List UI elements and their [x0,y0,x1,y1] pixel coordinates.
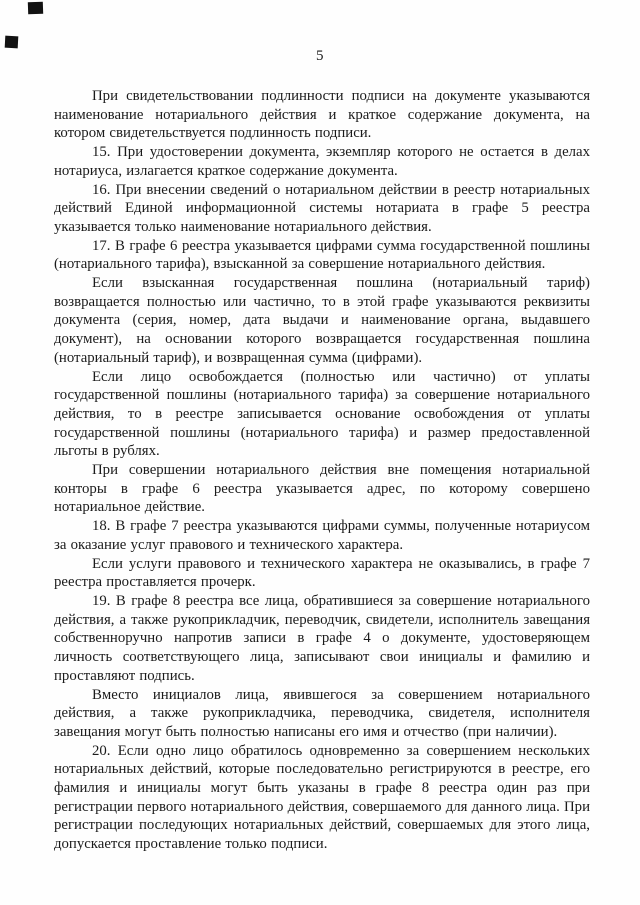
paragraph: Если лицо освобождается (полностью или частично) от уплаты государственной пошлины (нотариального тарифа) за совершение нотариального действия, то в реестре записывается основание освобождения от уплаты государственной пошлины (нотариального тарифа) и размер предоставленной льготы в рублях. [54,368,590,460]
paragraph: Если взысканная государственная пошлина (нотариальный тариф) возвращается полностью или частично, то в этой графе указываются реквизиты документа (серия, номер, дата выдачи и наименование органа, выдавшего документ), на основании которого возвращается государственная пошлина (нотариальный тариф), и возвращенная сумма (цифрами). [54,275,590,366]
paragraph: Если услуги правового и технического характера не оказывались, в графе 7 реестра проставляется прочерк. [54,555,590,591]
document-body [54,87,590,854]
paragraph: При совершении нотариального действия вне помещения нотариальной конторы в графе 6 реестра указывается адрес, по которому совершено нотариальное действие. [54,462,590,516]
page-number: 5 [316,48,324,64]
scan-artifact-mark-left [5,36,19,49]
paragraph: 17. В графе 6 реестра указывается цифрами сумма государственной пошлины (нотариального тарифа), взысканной за совершение нотариального действия. [54,237,590,273]
paragraph: 16. При внесении сведений о нотариальном действии в реестр нотариальных действий Единой информационной системы нотариата в графе 5 реестра указывается только наименование нотариального действия. [54,181,590,235]
scan-artifact-mark-top [28,2,43,15]
paragraph: 15. При удостоверении документа, экземпляр которого не остается в делах нотариуса, излагается краткое содержание документа. [54,144,590,179]
paragraph: 20. Если одно лицо обратилось одновременно за совершением нескольких нотариальных действий, которые последовательно регистрируются в реестре, его фамилия и инициалы могут быть указаны в графе 8 реестра один раз при регистрации первого нотариального действия, совершаемого для данного лица. При регистрации последующих нотариальных действий, совершаемых для этого лица, допускается проставление только подписи. [54,742,590,853]
paragraph: 19. В графе 8 реестра все лица, обратившиеся за совершение нотариального действия, а также рукоприкладчик, переводчик, свидетели, исполнитель завещания собственноручно напротив записи в графе 4 о документе, удостоверяющем личность соответствующего лица, записывают свои инициалы и фамилию и проставляют подпись. [54,592,590,684]
paragraph: 18. В графе 7 реестра указываются цифрами суммы, полученные нотариусом за оказание услуг правового и технического характера. [54,518,590,553]
paragraph: Вместо инициалов лица, явившегося за совершением нотариального действия, а также рукоприкладчика, переводчика, свидетеля, исполнителя завещания могут быть полностью написаны его имя и отчество (при наличии). [54,686,590,740]
paragraph: При свидетельствовании подлинности подписи на документе указываются наименование нотариального действия и краткое содержание документа, на котором свидетельствуется подлинность подписи. [54,88,590,142]
